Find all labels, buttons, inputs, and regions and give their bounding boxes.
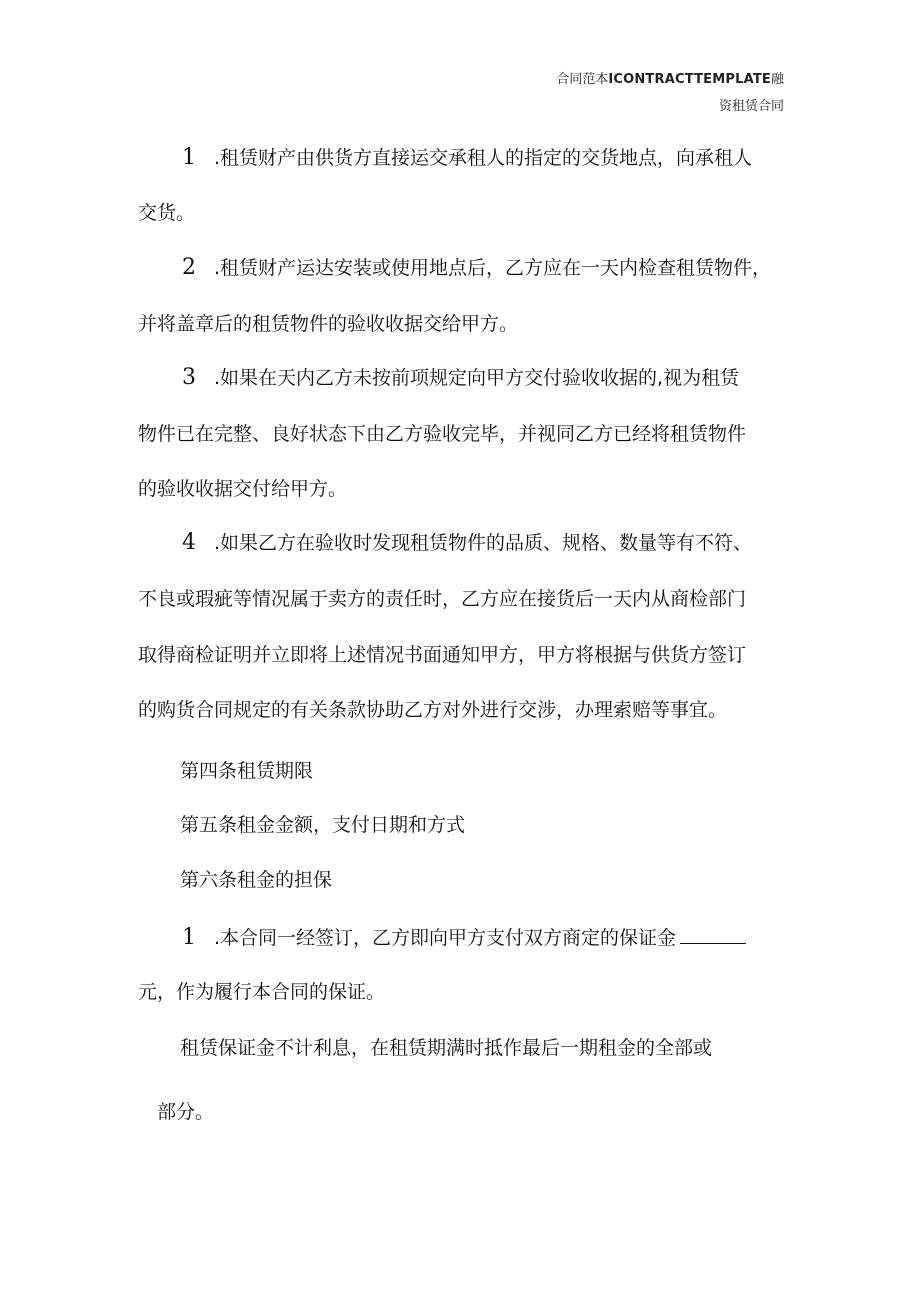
clause-3-line-2: 物件已在完整、良好状态下由乙方验收完毕，并视同乙方已经将租赁物件: [138, 423, 747, 445]
header-prefix: 合同范本: [556, 72, 609, 87]
clause-4-line-1: [182, 531, 752, 555]
clause-1-text-1: .租赁财产由供货方直接运交承租人的指定的交货地点，向承租人: [214, 147, 753, 169]
clause-1-number: 1: [182, 145, 196, 170]
clause-2-line-1: [182, 256, 771, 280]
clause-2-number: 2: [182, 255, 196, 280]
clause-4-line-3: 取得商检证明并立即将上述情况书面通知甲方，甲方将根据与供货方签订: [138, 644, 747, 666]
clause-3-line-3: 的验收收据交付给甲方。: [138, 478, 348, 500]
clause-3-number: 3: [182, 365, 196, 390]
clause-4-line-4: 的购货合同规定的有关条款协助乙方对外进行交涉，办理索赔等事宜。: [138, 699, 728, 721]
header-line-2: 资租赁合同: [718, 99, 784, 114]
deposit-line-1: [182, 925, 746, 950]
clause-2-line-2: 并将盖章后的租赁物件的验收收据交给甲方。: [138, 313, 519, 335]
article-4-heading: 第四条租赁期限: [180, 760, 314, 782]
clause-4-line-2: 不良或瑕疵等情况属于卖方的责任时，乙方应在接货后一天内从商检部门: [138, 588, 747, 610]
clause-3-text-1: .如果在天内乙方未按前项规定向甲方交付验收收据的,视为租赁: [214, 367, 740, 389]
clause-2-text-1: .租赁财产运达安装或使用地点后，乙方应在一天内检查租赁物件，: [214, 257, 772, 279]
header-suffix: 融: [770, 72, 784, 87]
clause-4-number: 4: [182, 530, 196, 555]
deposit-number: 1: [182, 925, 196, 950]
note-line-1: 租赁保证金不计利息，在租赁期满时抵作最后一期租金的全部或: [180, 1037, 713, 1059]
header-caps: ICONTRACTTEMPLATE: [608, 72, 771, 87]
clause-1-line-2: 交货。: [138, 202, 196, 224]
clause-4-text-1: .如果乙方在验收时发现租赁物件的品质、规格、数量等有不符、: [214, 532, 753, 554]
header-line-1: [556, 66, 784, 93]
note-line-2: 部分。: [157, 1101, 215, 1123]
deposit-line-2: 元，作为履行本合同的保证。: [138, 981, 386, 1003]
deposit-amount-blank: [680, 925, 746, 944]
clause-3-line-1: [182, 366, 739, 390]
article-5-heading: 第五条租金金额，支付日期和方式: [180, 814, 466, 836]
article-6-heading: 第六条租金的担保: [180, 869, 333, 891]
deposit-text-1: .本合同一经签订，乙方即向甲方支付双方商定的保证金: [214, 927, 677, 949]
clause-1-line-1: [182, 146, 752, 170]
document-header: [556, 66, 784, 120]
